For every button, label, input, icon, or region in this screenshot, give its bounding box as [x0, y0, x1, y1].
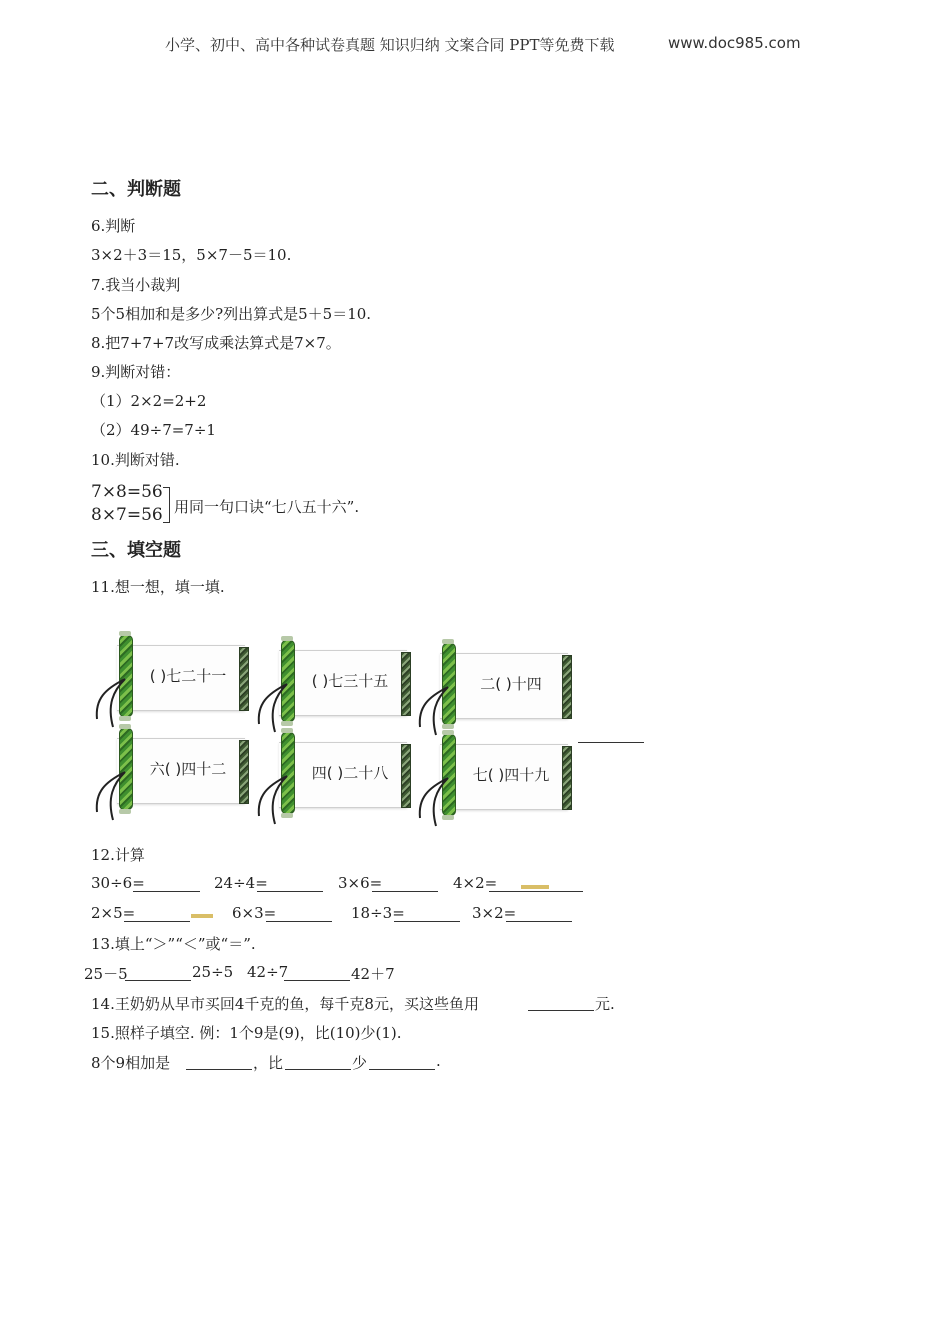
answer-blank[interactable] — [257, 891, 323, 892]
q10-text: 用同一句口诀“七八五十六”. — [174, 498, 360, 516]
answer-blank[interactable] — [506, 921, 572, 922]
q11-answer-blank[interactable] — [578, 742, 644, 743]
scroll-card — [418, 643, 578, 738]
q11-title: 11.想一想，填一填. — [91, 578, 225, 596]
q12-r1-1: 30÷6= — [91, 874, 145, 892]
tassel-icon — [418, 778, 458, 828]
section-title-judge: 二、判断题 — [91, 179, 181, 200]
scroll-text: ( )七三十五 — [311, 672, 389, 690]
q12-title: 12.计算 — [91, 846, 145, 864]
scroll-card — [257, 732, 417, 827]
header-text: 小学、初中、高中各种试卷真题 知识归纳 文案合同 PPT等免费下载 — [165, 36, 615, 54]
tassel-icon — [95, 679, 135, 729]
q6-title: 6.判断 — [91, 217, 136, 235]
q15-a: 8个9相加是 — [91, 1054, 171, 1072]
q9-item-2: （2）49÷7=7÷1 — [91, 421, 216, 439]
answer-blank[interactable] — [394, 921, 460, 922]
scroll-end — [401, 744, 411, 808]
q7-body: 5个5相加和是多少?列出算式是5＋5＝10. — [91, 305, 372, 323]
q9-title: 9.判断对错： — [91, 363, 181, 381]
scroll-card — [418, 734, 578, 829]
q9-item-1: （1）2×2=2+2 — [91, 392, 207, 410]
scroll-end — [562, 655, 572, 719]
answer-blank[interactable] — [372, 891, 438, 892]
q8-text: 8.把7+7+7改写成乘法算式是7×7。 — [91, 334, 341, 352]
answer-blank[interactable] — [266, 921, 332, 922]
q12-r2-4: 3×2= — [472, 904, 517, 922]
scroll-card — [95, 635, 255, 730]
q13-title: 13.填上“＞”“＜”或“＝”. — [91, 935, 256, 953]
q12-r2-2: 6×3= — [232, 904, 277, 922]
scroll-text: ( )七二十一 — [149, 667, 227, 685]
q15-b: ，比 — [253, 1054, 284, 1072]
q13-a-right: 25÷5 — [192, 963, 234, 981]
answer-blank[interactable] — [186, 1069, 252, 1070]
q12-r1-4: 4×2= — [453, 874, 498, 892]
answer-blank[interactable] — [489, 891, 583, 892]
q12-r2-3: 18÷3= — [351, 904, 405, 922]
scroll-card — [257, 640, 417, 735]
compare-blank[interactable] — [125, 980, 191, 981]
q13-b-left: 42÷7 — [247, 963, 289, 981]
answer-blank[interactable] — [133, 891, 200, 892]
scroll-text: 四( )二十八 — [311, 764, 389, 782]
scroll-end — [239, 740, 249, 804]
q12-r2-1: 2×5= — [91, 904, 136, 922]
q14-unit: 元. — [595, 995, 615, 1013]
q10-equation-2: 8×7=56 — [91, 505, 163, 525]
scroll-end — [562, 746, 572, 810]
q15-d: . — [436, 1052, 441, 1070]
highlight-mark — [521, 885, 549, 889]
q14-text: 14.王奶奶从早市买回4千克的鱼，每千克8元，买这些鱼用 — [91, 995, 479, 1013]
answer-blank[interactable] — [285, 1069, 351, 1070]
header-url[interactable]: www.doc985.com — [668, 34, 801, 52]
scroll-text: 六( )四十二 — [149, 760, 227, 778]
q15-c: 少 — [352, 1054, 368, 1072]
tassel-icon — [257, 684, 297, 734]
scroll-text: 七( )四十九 — [472, 766, 550, 784]
scroll-end — [239, 647, 249, 711]
answer-blank[interactable] — [124, 921, 190, 922]
highlight-mark — [191, 914, 213, 918]
section-title-fill: 三、填空题 — [91, 540, 181, 561]
q10-equation-1: 7×8=56 — [91, 482, 163, 502]
compare-blank[interactable] — [284, 980, 350, 981]
scroll-text: 二( )十四 — [480, 675, 542, 693]
answer-blank[interactable] — [528, 1010, 594, 1011]
q10-brace — [163, 487, 170, 523]
q13-b-right: 42＋7 — [351, 965, 395, 983]
scroll-end — [401, 652, 411, 716]
answer-blank[interactable] — [369, 1069, 435, 1070]
tassel-icon — [95, 772, 135, 822]
tassel-icon — [257, 776, 297, 826]
q12-r1-2: 24÷4= — [214, 874, 268, 892]
scroll-card — [95, 728, 255, 823]
q10-title: 10.判断对错. — [91, 451, 180, 469]
q13-a-left: 25－5 — [84, 965, 128, 983]
q12-r1-3: 3×6= — [338, 874, 383, 892]
q6-body: 3×2＋3＝15，5×7－5＝10. — [91, 246, 292, 264]
q15-title: 15.照样子填空. 例：1个9是(9)，比(10)少(1). — [91, 1024, 402, 1042]
q7-title: 7.我当小裁判 — [91, 276, 181, 294]
